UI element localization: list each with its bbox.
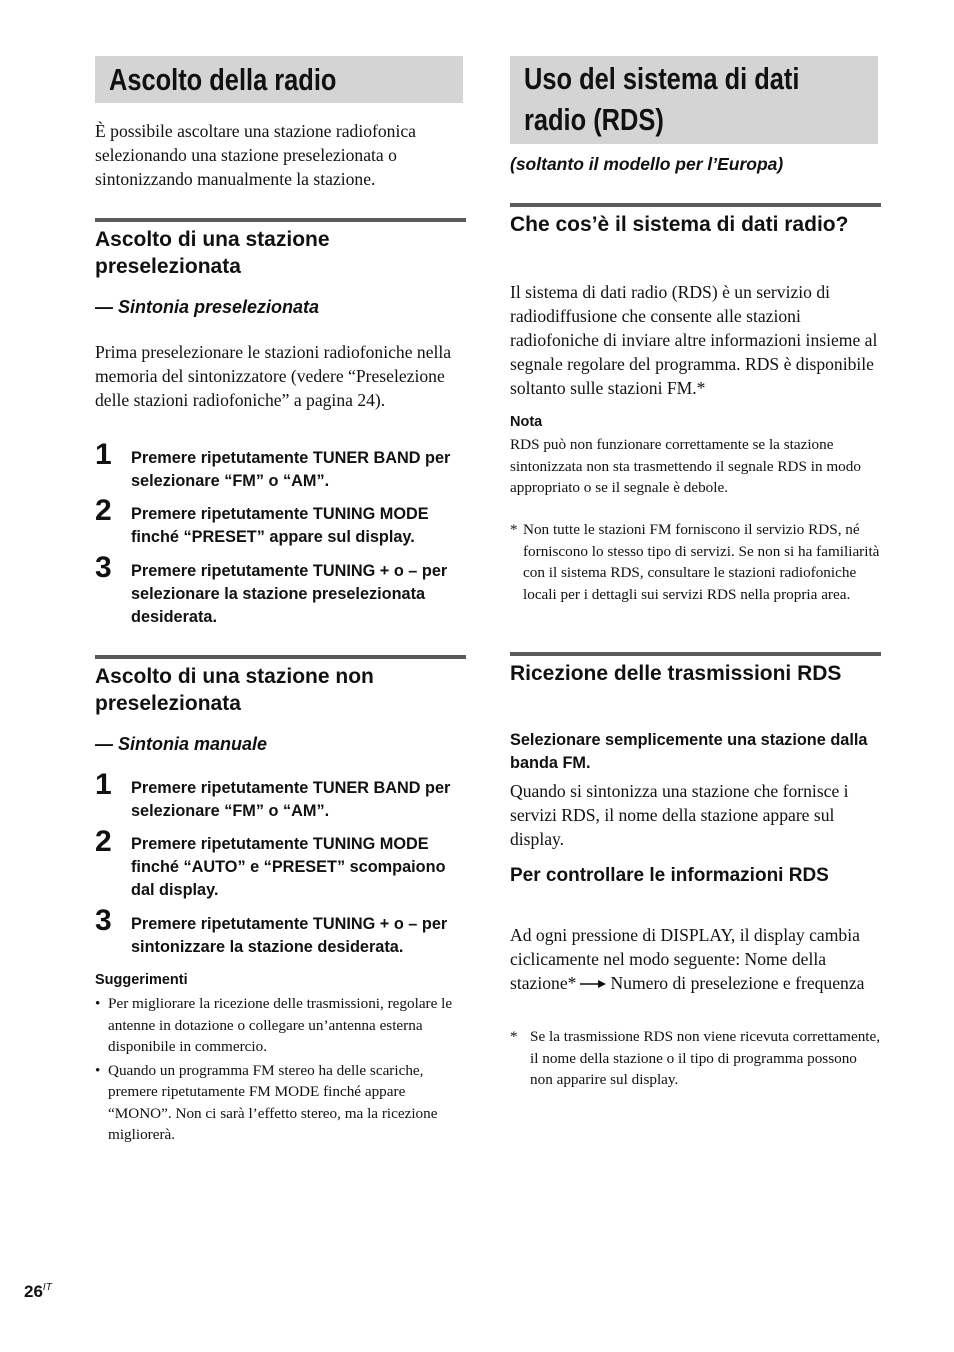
preset-paragraph: Prima preselezionare le stazioni radiofoniche nella memoria del sintonizzatore (vedere “Preselezione delle stazioni radiofoniche” a pagina 24). [95, 342, 452, 410]
tips-list [95, 993, 466, 1148]
section-heading-rds-reception: Ricezione delle trasmissioni RDS [510, 662, 842, 685]
step-text: Premere ripetutamente TUNING MODE finché “AUTO” e “PRESET” scompaiono dal display. [131, 835, 446, 899]
model-note: (soltanto il modello per l’Europa) [510, 154, 784, 174]
page-number [24, 1282, 52, 1302]
section-rule [95, 218, 466, 222]
step-number: 2 [95, 825, 112, 858]
step-text: Premere ripetutamente TUNING + o – per sintonizzare la stazione desiderata. [131, 915, 448, 956]
tips-label: Suggerimenti [95, 972, 188, 988]
section-subheading-manual: — Sintonia manuale [95, 734, 268, 754]
note-label: Nota [510, 414, 543, 430]
section-heading-rds-what: Che cos’è il sistema di dati radio? [510, 213, 849, 236]
step-number: 1 [95, 438, 112, 471]
step-number: 1 [95, 768, 112, 801]
rds-reception-paragraph: Quando si sintonizza una stazione che fornisce i servizi RDS, il nome della stazione appare sul display. [510, 781, 849, 849]
right-title-box [510, 56, 878, 144]
display-paragraph [510, 923, 882, 995]
display-paragraph-start: Ad ogni pressione di DISPLAY, il display cambia ciclicamente nel modo seguente: Nome della stazione* [510, 925, 860, 993]
left-intro: È possibile ascoltare una stazione radiofonica selezionando una stazione preselezionata o sintonizzando manualmente la stazione. [95, 121, 416, 189]
section-rule [510, 203, 881, 207]
section-heading-preset: Ascolto di una stazione preselezionata [95, 228, 330, 278]
step-text: Premere ripetutamente TUNER BAND per selezionare “FM” o “AM”. [131, 779, 451, 820]
section-rule [95, 655, 466, 659]
note-text: RDS può non funzionare correttamente se la stazione sintonizzata non sta trasmettendo il segnale RDS in modo appropriato o se il segnale è debole. [510, 436, 861, 496]
section-subheading-preset: — Sintonia preselezionata [95, 297, 320, 317]
step-number: 3 [95, 551, 112, 584]
rds-display-footnote [510, 1026, 882, 1091]
tip-item: • Per migliorare la ricezione delle trasmissioni, regolare le antenne in dotazione o collegare un’antenna esterna disponibile in commercio. [95, 993, 466, 1058]
rds-instruction: Selezionare semplicemente una stazione dalla banda FM. [510, 731, 868, 772]
step-text: Premere ripetutamente TUNING MODE finché “PRESET” appare sul display. [131, 505, 429, 546]
footnote-star: * [510, 521, 518, 538]
footnote-text: Se la trasmissione RDS non viene ricevuta correttamente, il nome della stazione o il tipo di programma possono non apparire sul display. [530, 1028, 881, 1088]
section-heading-manual: Ascolto di una stazione non preselezionata [95, 665, 374, 715]
footnote-star: * [510, 1028, 518, 1045]
step-number: 2 [95, 494, 112, 527]
section-rule [510, 652, 881, 656]
right-page-title-line2: radio (RDS) [524, 102, 664, 137]
left-page-title: Ascolto della radio [109, 62, 337, 97]
step-number: 3 [95, 904, 112, 937]
arrow-right-icon [580, 971, 606, 995]
step-text: Premere ripetutamente TUNING + o – per selezionare la stazione preselezionata desiderata. [131, 562, 448, 626]
display-paragraph-end: Numero di preselezione e frequenza [610, 973, 865, 993]
right-page-title-line1: Uso del sistema di dati [524, 61, 800, 96]
page-number-value: 26 [24, 1282, 43, 1301]
rds-paragraph: Il sistema di dati radio (RDS) è un servizio di radiodiffusione che consente alle stazioni radiofoniche di inviare altre informazioni insieme al segnale regolare del programma. RDS è disponibile soltanto sulle stazioni FM.* [510, 282, 878, 398]
left-title-box [95, 56, 463, 103]
step-text: Premere ripetutamente TUNER BAND per selezionare “FM” o “AM”. [131, 449, 451, 490]
tip-item: • Quando un programma FM stereo ha delle scariche, premere ripetutamente FM MODE finché appare “MONO”. Non ci sarà l’effetto stereo, ma la ricezione migliorerà. [95, 1060, 466, 1146]
rds-footnote [510, 519, 882, 605]
page-number-suffix: IT [42, 1282, 52, 1293]
footnote-text: Non tutte le stazioni FM forniscono il servizio RDS, né forniscono lo stesso tipo di servizi. Se non si ha familiarità con il sistema RDS, consultare le stazioni radiofoniche locali per i dettagli sui servizi RDS nella propria area. [523, 521, 880, 603]
check-info-heading: Per controllare le informazioni RDS [510, 865, 829, 886]
